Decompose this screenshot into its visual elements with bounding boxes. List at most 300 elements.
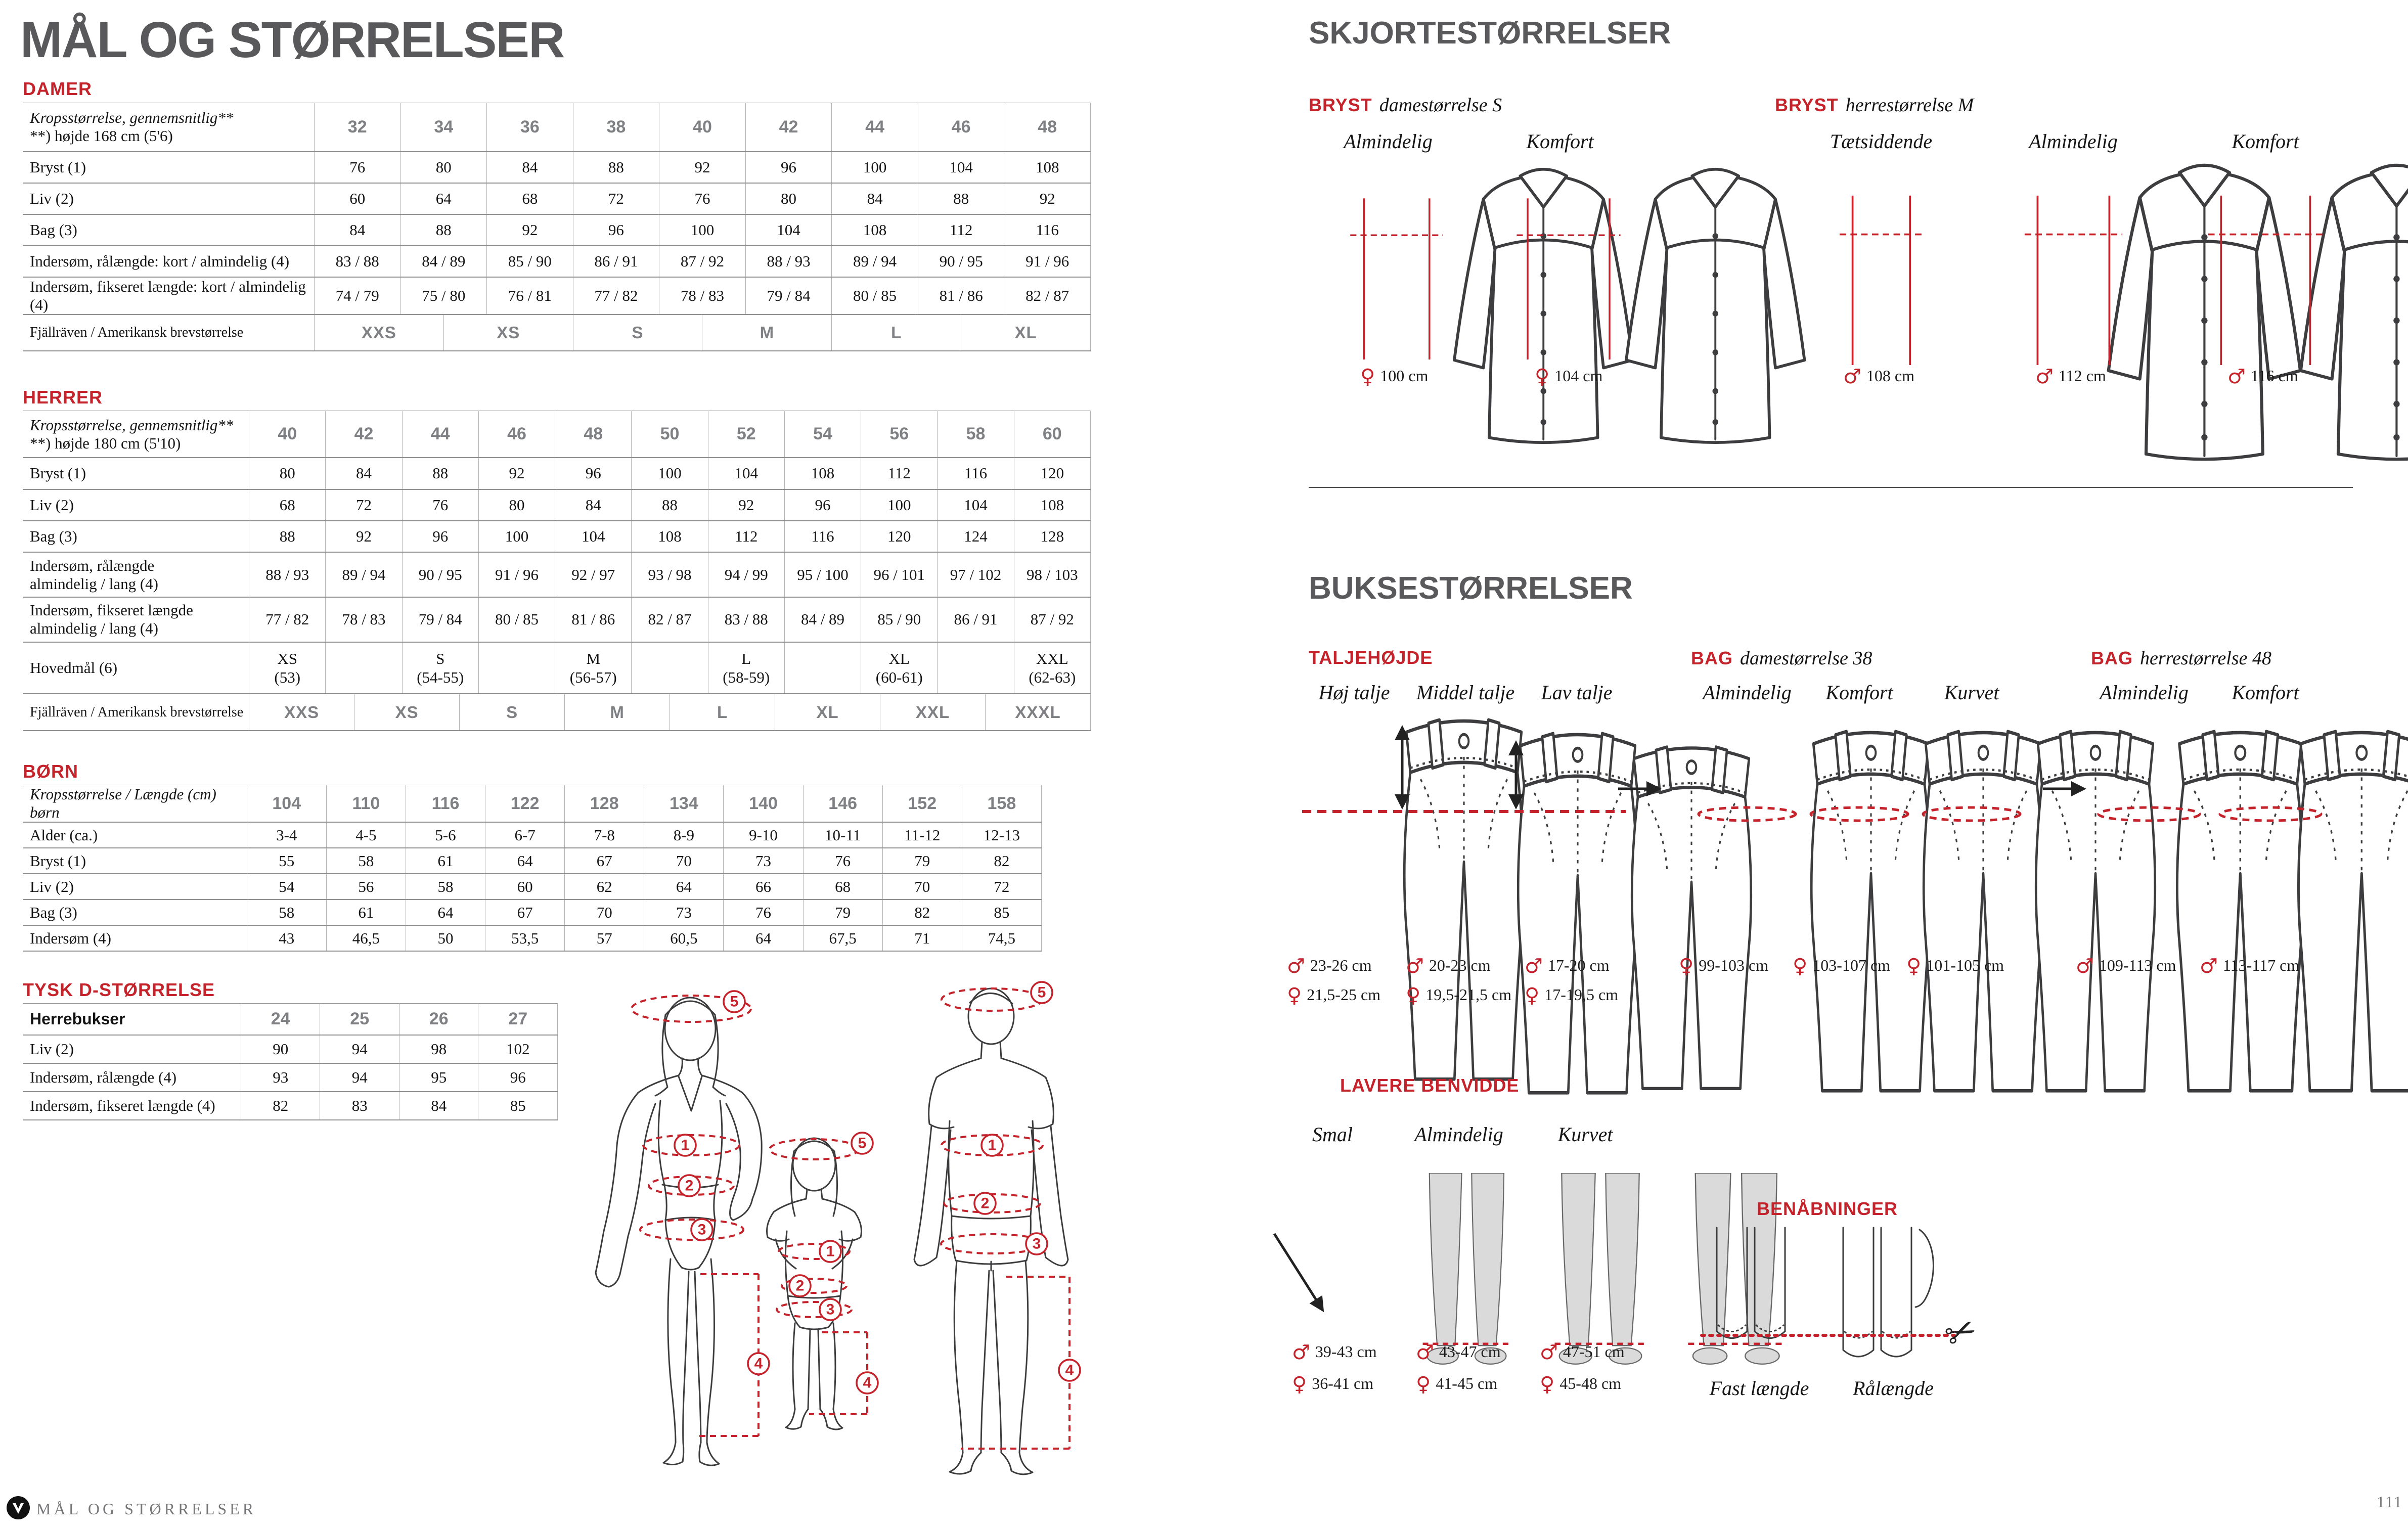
fit-label: Høj talje (1318, 681, 1390, 704)
cell-value: 80 (400, 152, 487, 183)
bag-herre-measures (2076, 955, 2324, 978)
cell-value: 112 (918, 214, 1004, 246)
measurement (1416, 1341, 1540, 1364)
measurement-value: 116 cm (2250, 367, 2298, 385)
size-table (23, 103, 1091, 351)
measurement (1360, 365, 1535, 388)
lavere-benvidde-heading: LAVERE BENVIDDE (1340, 1075, 1520, 1096)
cell-value: 112 (708, 521, 784, 552)
cell-value: 75 / 80 (400, 277, 487, 314)
measurement-value: 19,5-21,5 cm (1425, 985, 1512, 1004)
dame-shirts-illustration (1305, 152, 1643, 374)
marker-head (1031, 982, 1052, 1003)
cell-value: 92 / 97 (555, 552, 632, 597)
cell-value: 96 (402, 521, 478, 552)
letter-sizes-row (249, 694, 1091, 731)
cell-value: 67 (565, 848, 644, 874)
size-column-header: 46 (478, 411, 555, 458)
row-label: Liv (2) (23, 183, 314, 214)
cell-value: 98 / 103 (1014, 552, 1090, 597)
cell-value: 90 / 95 (402, 552, 478, 597)
cell-value: 80 / 85 (478, 597, 555, 642)
talje-fit-labels (1299, 681, 1632, 704)
measurement-value: 101-105 cm (1926, 956, 2004, 974)
marker-waist (789, 1275, 811, 1296)
row-label: Hovedmål (6) (23, 642, 249, 694)
bag-herre-heading (2091, 647, 2271, 669)
cell-value (938, 642, 1014, 694)
cell-value: 82 / 87 (632, 597, 708, 642)
marker-inseam (1059, 1360, 1080, 1381)
raalaengde-label: Rålængde (1853, 1377, 1934, 1400)
svg-text:5: 5 (730, 993, 739, 1010)
row-label: Indersøm, fikseret længde: kort / almindelig (4) (23, 277, 314, 314)
raw-length-legs (1843, 1228, 1933, 1357)
cell-value: 80 (478, 489, 555, 521)
svg-text:2: 2 (685, 1177, 694, 1194)
cell-value: 80 (249, 458, 326, 489)
svg-text:3: 3 (1032, 1235, 1041, 1252)
leg-width-illustration (1264, 1158, 1633, 1358)
measurement (1535, 365, 1709, 388)
cell-value: 96 (784, 489, 861, 521)
cell-value: 72 (962, 874, 1041, 900)
size-column-header: 42 (745, 103, 832, 152)
cell-value: 116 (938, 458, 1014, 489)
cell-value: 76 (314, 152, 400, 183)
cell-value: 82 (962, 848, 1041, 874)
size-table (23, 411, 1091, 731)
cell-value: 92 (659, 152, 746, 183)
cell-value: 78 / 83 (326, 597, 402, 642)
fit-label: Almindelig (2100, 681, 2189, 704)
talje-measures-female (1287, 984, 1643, 1007)
gender-icon: ♀ (1535, 365, 1550, 388)
cell-value: 120 (1014, 458, 1090, 489)
cell-value: 10-11 (803, 822, 882, 848)
cell-value: 46,5 (326, 925, 406, 951)
cell-value: 98 (399, 1035, 478, 1063)
gender-icon: ♂ (1416, 1341, 1434, 1364)
measurement-value: 113-117 cm (2222, 956, 2300, 974)
fit-label: Kurvet (1944, 681, 1999, 704)
cell-value: 124 (938, 521, 1014, 552)
cell-value: 100 (478, 521, 555, 552)
bryst-dame-heading (1309, 94, 1502, 116)
dame-fit-labels (1302, 129, 1646, 153)
cell-value: 94 / 99 (708, 552, 784, 597)
measurement-value: 21,5-25 cm (1307, 985, 1381, 1004)
cell-value: 60,5 (644, 925, 724, 951)
measurement-value: 109-113 cm (2099, 956, 2176, 974)
cell-value: 102 (478, 1035, 558, 1063)
born-size-table (23, 785, 1042, 949)
size-table (23, 785, 1042, 952)
cell-value: 53,5 (485, 925, 565, 951)
letter-size: XXXL (985, 694, 1090, 730)
row-label: Liv (2) (23, 874, 247, 900)
cell-value: XS (53) (249, 642, 326, 694)
cell-value: 88 / 93 (249, 552, 326, 597)
cell-value: 68 (487, 183, 573, 214)
size-column-header: 56 (861, 411, 938, 458)
gender-icon: ♂ (2227, 365, 2246, 388)
row-label: Fjällräven / Amerikansk brevstørrelse (23, 314, 314, 351)
size-column-header: 34 (400, 103, 487, 152)
cell-value: 89 / 94 (326, 552, 402, 597)
gender-icon: ♀ (1793, 955, 1808, 978)
benabninger-heading: BENÅBNINGER (1757, 1198, 1898, 1219)
fit-label: Komfort (1825, 681, 1893, 704)
size-column-header: 146 (803, 785, 882, 823)
measurement-value: 36-41 cm (1312, 1374, 1374, 1392)
cell-value: 4-5 (326, 822, 406, 848)
row-label: Fjällräven / Amerikansk brevstørrelse (23, 694, 249, 731)
cell-value: 104 (555, 521, 632, 552)
herre-shirt-measures (1843, 365, 2408, 388)
cell-value: 84 (832, 183, 918, 214)
letter-size: L (670, 694, 775, 730)
size-column-header: 110 (326, 785, 406, 823)
tysk-size-table (23, 1003, 558, 1119)
cell-value: 74 / 79 (314, 277, 400, 314)
svg-text:1: 1 (681, 1137, 690, 1154)
gender-icon: ♀ (1406, 984, 1421, 1007)
size-column-header: 44 (402, 411, 478, 458)
cell-value: 60 (485, 874, 565, 900)
cell-value: 100 (861, 489, 938, 521)
cell-value: 57 (565, 925, 644, 951)
cell-value: 92 (708, 489, 784, 521)
cell-value: 94 (320, 1035, 399, 1063)
bag-dame-measures (1679, 955, 2020, 978)
size-column-header: 122 (485, 785, 565, 823)
woman-figure (596, 998, 762, 1465)
gender-icon: ♀ (1540, 1373, 1555, 1396)
cell-value: 108 (1014, 489, 1090, 521)
cell-value: 104 (745, 214, 832, 246)
arrow-right-icon (1616, 776, 1666, 801)
cell-value: 58 (326, 848, 406, 874)
marker-hip (820, 1299, 841, 1320)
cell-value: 64 (485, 848, 565, 874)
gender-icon: ♂ (1525, 955, 1543, 978)
section-divider (1309, 487, 2353, 488)
size-column-header: 50 (632, 411, 708, 458)
size-column-header: 104 (247, 785, 326, 823)
cell-value: 67 (485, 900, 565, 925)
shirt-chest-lines (1350, 198, 1443, 359)
cell-value: 83 / 88 (314, 246, 400, 277)
cell-value: 93 / 98 (632, 552, 708, 597)
cell-value: 74,5 (962, 925, 1041, 951)
cell-value: 96 (478, 1063, 558, 1092)
section-heading-tysk: TYSK D-STØRRELSE (23, 979, 215, 1000)
cell-value: 76 / 81 (487, 277, 573, 314)
cell-value: 88 (402, 458, 478, 489)
marker-hip (691, 1219, 712, 1240)
cell-value: 90 / 95 (918, 246, 1004, 277)
size-column-header: 38 (573, 103, 659, 152)
gender-icon: ♀ (1679, 955, 1694, 978)
marker-chest (820, 1241, 841, 1262)
cell-value: 82 / 87 (1004, 277, 1091, 314)
shirt-chest-lines (1840, 196, 1923, 365)
cell-value: 64 (406, 900, 485, 925)
gender-icon: ♀ (1906, 955, 1922, 978)
cell-value: 77 / 82 (249, 597, 326, 642)
size-column-header: 158 (962, 785, 1041, 823)
cell-value: 43 (247, 925, 326, 951)
cell-value: 92 (478, 458, 555, 489)
cell-value: 128 (1014, 521, 1090, 552)
gender-icon: ♀ (1416, 1373, 1431, 1396)
measurement-value: 103-107 cm (1812, 956, 1891, 974)
cell-value: 85 (962, 900, 1041, 925)
fit-label: Komfort (2232, 681, 2299, 704)
cell-value: 70 (644, 848, 724, 874)
cell-value: 86 / 91 (938, 597, 1014, 642)
marker-chest (675, 1135, 696, 1156)
cell-value: 80 / 85 (832, 277, 918, 314)
cell-value: 73 (724, 848, 803, 874)
measurement-value: 23-26 cm (1310, 956, 1372, 974)
cell-value: 93 (241, 1063, 320, 1092)
letter-size: M (702, 315, 831, 350)
fit-label: Komfort (1526, 130, 1594, 153)
cell-value (632, 642, 708, 694)
measurement-value: 45-48 cm (1559, 1374, 1622, 1392)
svg-text:3: 3 (826, 1301, 835, 1318)
marker-head (724, 991, 745, 1012)
marker-head (852, 1133, 873, 1154)
size-column-header: 52 (708, 411, 784, 458)
letter-size: S (573, 315, 702, 350)
row-label: Bryst (1) (23, 152, 314, 183)
measurement (1406, 955, 1525, 978)
table-header-label: Herrebukser (23, 1004, 241, 1035)
letter-size: XXL (880, 694, 985, 730)
size-column-header: 42 (326, 411, 402, 458)
table-header-label: Kropsstørrelse, gennemsnitlig** **) højde 180 cm (5'10) (23, 411, 249, 458)
cell-value: 116 (1004, 214, 1091, 246)
cell-value: S (54-55) (402, 642, 478, 694)
row-label: Indersøm, rålængde almindelig / lang (4) (23, 552, 249, 597)
taljehojde-pants-illustration (1302, 703, 1626, 971)
marker-inseam (857, 1372, 878, 1393)
measurement (1287, 984, 1406, 1007)
herrer-size-table (23, 411, 1091, 731)
letter-size: XS (443, 315, 573, 350)
table-header-label: Kropsstørrelse / Længde (cm) børn (23, 785, 247, 823)
section-heading-damer: DAMER (23, 78, 92, 99)
dame-shirt-measures (1360, 365, 1709, 388)
cell-value: 79 / 84 (745, 277, 832, 314)
talje-measures-male (1287, 955, 1643, 978)
measurement (1525, 984, 1643, 1007)
letter-size: M (564, 694, 670, 730)
measurement (2076, 955, 2200, 978)
cell-value: 58 (247, 900, 326, 925)
cell-value: 54 (247, 874, 326, 900)
size-column-header: 60 (1014, 411, 1090, 458)
letter-size: XL (775, 694, 880, 730)
cell-value: 71 (882, 925, 962, 951)
measurement-value: 17-19,5 cm (1544, 985, 1619, 1004)
cell-value: 76 (803, 848, 882, 874)
size-column-header: 24 (241, 1004, 320, 1035)
cell-value: 73 (644, 900, 724, 925)
gender-icon: ♂ (1287, 955, 1305, 978)
table-header-label: Kropsstørrelse, gennemsnitlig** **) højde 168 cm (5'6) (23, 103, 314, 152)
fit-label: Middel talje (1416, 681, 1515, 704)
cell-value: 92 (487, 214, 573, 246)
cell-value: 64 (400, 183, 487, 214)
size-column-header: 40 (659, 103, 746, 152)
fast-laengde-label: Fast længde (1709, 1377, 1809, 1400)
bag-dame-heading (1691, 647, 1872, 669)
scissors-icon: ✂ (1938, 1308, 1983, 1358)
gender-icon: ♂ (2076, 955, 2094, 978)
cell-value: 92 (326, 521, 402, 552)
leg-openings-illustration (1699, 1228, 1982, 1379)
cell-value: 3-4 (247, 822, 326, 848)
letter-sizes-row (314, 314, 1090, 351)
lavere-measures-male (1292, 1341, 1664, 1364)
fit-label: Almindelig (1344, 130, 1433, 153)
measurement-value: 100 cm (1380, 367, 1429, 385)
cell-value: 72 (326, 489, 402, 521)
measurement-value: 41-45 cm (1436, 1374, 1498, 1392)
herre-sub-label: herrestørrelse 48 (2140, 648, 2271, 669)
row-label: Indersøm, rålængde: kort / almindelig (4) (23, 246, 314, 277)
size-column-header: 48 (555, 411, 632, 458)
cell-value: 85 / 90 (861, 597, 938, 642)
row-label: Alder (ca.) (23, 822, 247, 848)
fit-label: Almindelig (1703, 681, 1792, 704)
measurement (1540, 1341, 1664, 1364)
measurement (1525, 955, 1643, 978)
row-label: Indersøm, fikseret længde almindelig / lang (4) (23, 597, 249, 642)
cell-value: 120 (861, 521, 938, 552)
svg-text:5: 5 (858, 1135, 867, 1152)
cell-value: 88 (400, 214, 487, 246)
row-label: Bag (3) (23, 521, 249, 552)
measurement (1292, 1341, 1416, 1364)
cell-value: 70 (882, 874, 962, 900)
row-label: Indersøm, rålængde (4) (23, 1063, 241, 1092)
size-column-header: 48 (1004, 103, 1091, 152)
size-table (23, 1003, 558, 1120)
measurement-value: 47-51 cm (1563, 1342, 1625, 1361)
herre-sub-label: herrestørrelse M (1845, 95, 1974, 116)
cell-value: 78 / 83 (659, 277, 746, 314)
gender-icon: ♂ (2200, 955, 2218, 978)
cell-value: 67,5 (803, 925, 882, 951)
cell-value: 50 (406, 925, 485, 951)
marker-waist (974, 1193, 996, 1214)
size-column-header: 25 (320, 1004, 399, 1035)
cell-value: 96 (745, 152, 832, 183)
gender-icon: ♂ (2035, 365, 2054, 388)
size-column-header: 58 (938, 411, 1014, 458)
gender-icon: ♀ (1292, 1373, 1307, 1396)
svg-text:1: 1 (826, 1243, 835, 1260)
cell-value: 83 / 88 (708, 597, 784, 642)
cell-value: L (58-59) (708, 642, 784, 694)
measurement (1793, 955, 1906, 978)
cell-value: 97 / 102 (938, 552, 1014, 597)
cell-value: XXL (62-63) (1014, 642, 1090, 694)
cell-value: 62 (565, 874, 644, 900)
row-label: Liv (2) (23, 1035, 241, 1063)
row-label: Bag (3) (23, 900, 247, 925)
fit-label: Tætsiddende (1830, 130, 1933, 153)
measurement (2227, 365, 2408, 388)
cell-value: 92 (1004, 183, 1091, 214)
cell-value: 76 (724, 900, 803, 925)
measurement (1843, 365, 2035, 388)
footer-label: MÅL OG STØRRELSER (36, 1500, 257, 1518)
man-figure (914, 988, 1068, 1474)
bag-label: BAG (1691, 648, 1733, 668)
cell-value: 6-7 (485, 822, 565, 848)
size-column-header: 152 (882, 785, 962, 823)
cell-value: 108 (832, 214, 918, 246)
cell-value: 95 / 100 (784, 552, 861, 597)
cell-value: 68 (249, 489, 326, 521)
cell-value: 85 / 90 (487, 246, 573, 277)
arrow-right-icon (2040, 776, 2091, 801)
cell-value: 108 (632, 521, 708, 552)
gender-icon: ♂ (1540, 1341, 1558, 1364)
shirt-chest-lines (2025, 196, 2122, 365)
svg-text:5: 5 (1037, 984, 1046, 1001)
row-label: Liv (2) (23, 489, 249, 521)
svg-text:4: 4 (1065, 1362, 1074, 1379)
cell-value: 104 (708, 458, 784, 489)
size-column-header: 32 (314, 103, 400, 152)
damer-size-table (23, 103, 1091, 346)
measurement (2200, 955, 2324, 978)
bag-dame-pants-illustration (1684, 703, 2018, 971)
dame-sub-label: damestørrelse 38 (1740, 648, 1872, 669)
size-column-header: 46 (918, 103, 1004, 152)
measurement-value: 108 cm (1866, 367, 1914, 385)
marker-waist (679, 1175, 700, 1196)
marker-inseam (748, 1353, 769, 1374)
cell-value: 68 (803, 874, 882, 900)
letter-size: L (831, 315, 961, 350)
size-column-header: 27 (478, 1004, 558, 1035)
cell-value: 84 (487, 152, 573, 183)
measurement-figures-illustration (571, 978, 1123, 1487)
fit-label: Kurvet (1557, 1123, 1613, 1146)
letter-size: XL (961, 315, 1090, 350)
page-number: 111 (2377, 1493, 2403, 1511)
gender-icon: ♂ (1292, 1341, 1310, 1364)
bryst-herre-heading (1775, 94, 1974, 116)
cell-value: 85 (478, 1092, 558, 1120)
row-label: Indersøm, fikseret længde (4) (23, 1092, 241, 1120)
measurement (1906, 955, 2020, 978)
measurement (1292, 1373, 1416, 1396)
page-title: MÅL OG STØRRELSER (20, 12, 564, 68)
cell-value: 112 (861, 458, 938, 489)
dame-sub-label: damestørrelse S (1379, 95, 1502, 116)
pants-section-title: BUKSESTØRRELSER (1309, 571, 1633, 606)
row-label: Bag (3) (23, 214, 314, 246)
